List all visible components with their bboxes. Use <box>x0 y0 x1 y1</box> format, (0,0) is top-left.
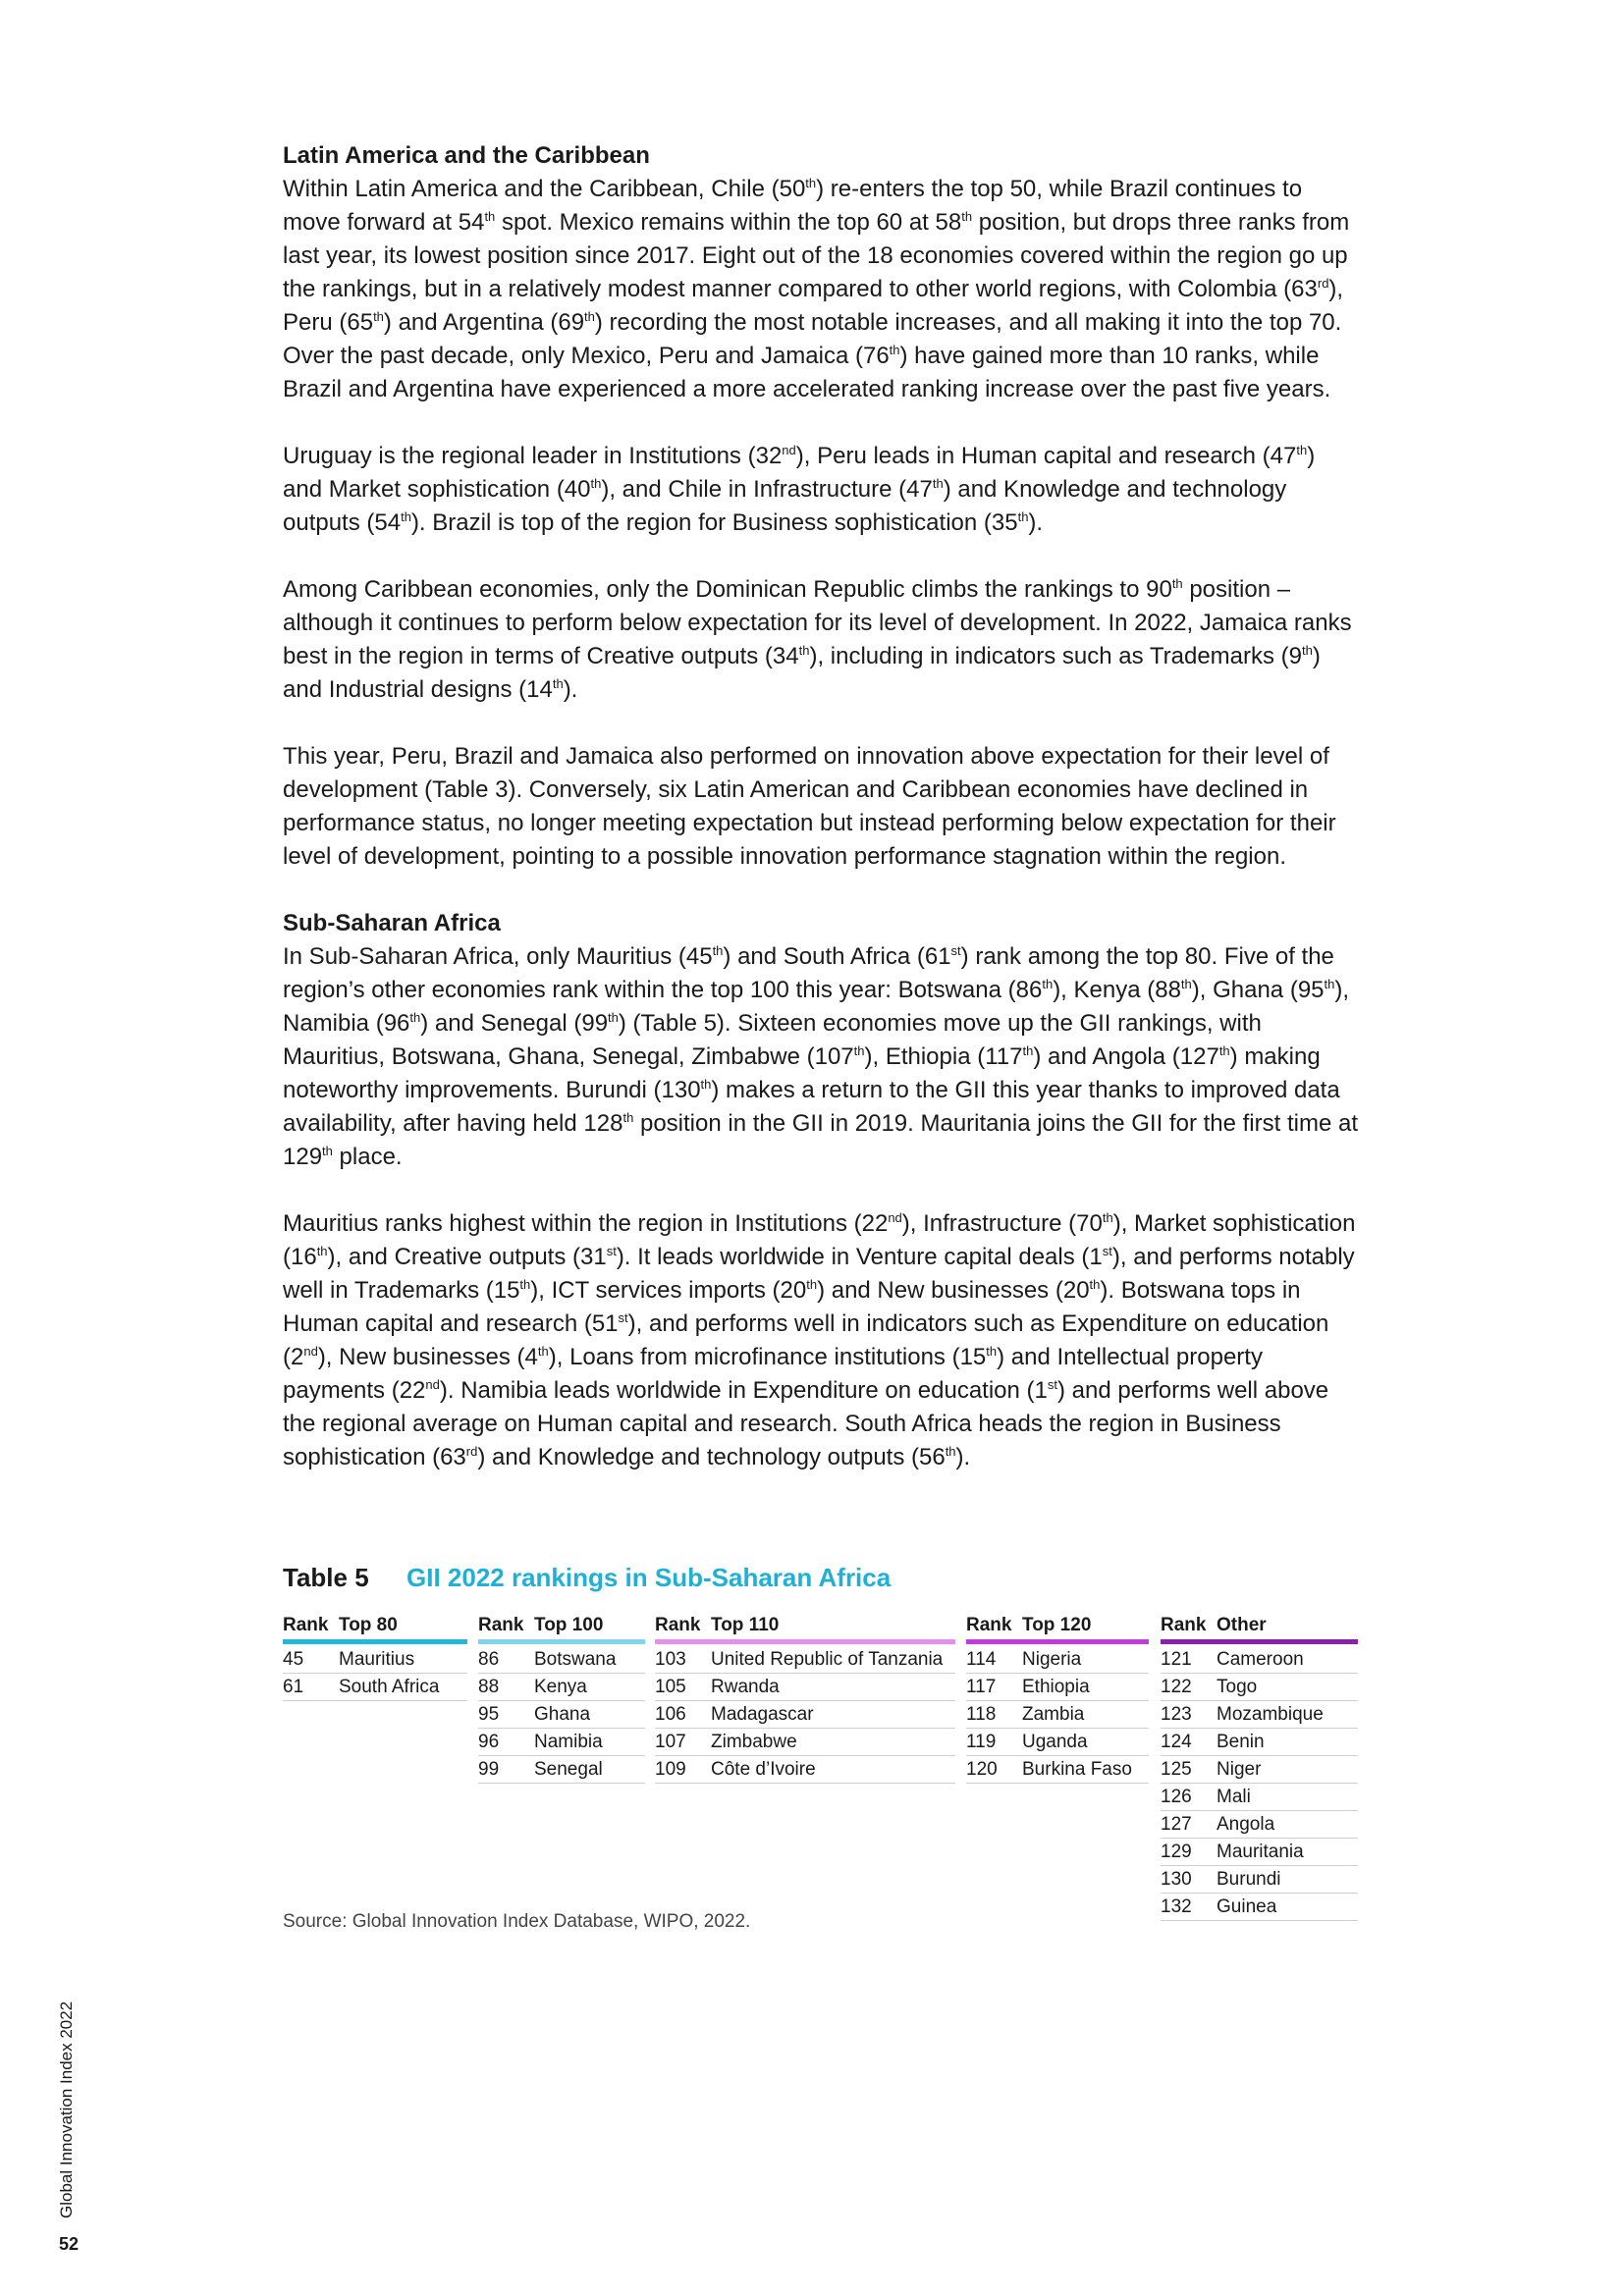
rank-value: 95 <box>478 1704 500 1725</box>
main-content <box>283 139 1359 1508</box>
table-column-header <box>478 1612 645 1639</box>
table-caption <box>283 1561 891 1594</box>
table-label: Table 5 <box>283 1563 369 1592</box>
country-name: Guinea <box>1217 1896 1277 1917</box>
table-row <box>1161 1839 1358 1866</box>
group-header: Top 80 <box>339 1615 398 1635</box>
table-row <box>655 1674 955 1701</box>
country-name: Mozambique <box>1217 1704 1324 1725</box>
latam-paragraph-3: Among Caribbean economies, only the Dominican Republic climbs the rankings to 90th position – although it continues to perform below expectation for its level of development. In 2022, Jamaica ranks best in the region in terms of Creative outputs (34th), including in indicators such as Trademarks (9th) and Industrial designs (14th). <box>283 576 1352 703</box>
table-row <box>283 1674 467 1701</box>
table-row <box>966 1729 1149 1756</box>
country-name: Mauritania <box>1217 1842 1304 1862</box>
country-name: Kenya <box>534 1677 587 1697</box>
table-row <box>1161 1756 1358 1784</box>
column-color-bar <box>1161 1639 1358 1644</box>
table-row <box>1161 1811 1358 1839</box>
table-row <box>283 1646 467 1674</box>
table-column-top-80 <box>283 1612 467 1701</box>
rank-value: 61 <box>283 1677 304 1697</box>
country-name: Madagascar <box>711 1704 814 1725</box>
country-name: Burkina Faso <box>1022 1759 1132 1780</box>
country-name: Angola <box>1217 1814 1275 1835</box>
rank-value: 117 <box>966 1677 997 1697</box>
table-row <box>1161 1701 1358 1729</box>
table-row <box>1161 1674 1358 1701</box>
table-row <box>478 1729 645 1756</box>
table-row <box>1161 1729 1358 1756</box>
table-row <box>478 1756 645 1784</box>
table-row <box>966 1756 1149 1784</box>
table-row <box>966 1674 1149 1701</box>
country-name: Senegal <box>534 1759 603 1780</box>
latam-paragraph-2: Uruguay is the regional leader in Institutions (32nd), Peru leads in Human capital and research (47th) and Market sophistication (40th), and Chile in Infrastructure (47th) and Knowledge and technology outputs (54th). Brazil is top of the region for Business sophistication (35th). <box>283 443 1316 536</box>
rank-value: 106 <box>655 1704 686 1725</box>
rank-value: 126 <box>1161 1787 1192 1807</box>
country-name: Cameroon <box>1217 1649 1304 1670</box>
table-column-header <box>966 1612 1149 1639</box>
country-name: Côte d’Ivoire <box>711 1759 816 1780</box>
table-row <box>655 1729 955 1756</box>
table-column-other <box>1161 1612 1358 1921</box>
rank-value: 130 <box>1161 1869 1192 1890</box>
country-name: Namibia <box>534 1732 603 1752</box>
table-row <box>655 1646 955 1674</box>
latam-heading: Latin America and the Caribbean <box>283 142 650 169</box>
ssa-heading: Sub-Saharan Africa <box>283 910 501 936</box>
table-row <box>1161 1894 1358 1921</box>
country-name: Ethiopia <box>1022 1677 1090 1697</box>
table-row <box>966 1701 1149 1729</box>
rank-header: Rank <box>478 1615 524 1635</box>
rank-value: 103 <box>655 1649 686 1670</box>
country-name: Ghana <box>534 1704 591 1725</box>
table-row <box>1161 1866 1358 1894</box>
rank-value: 118 <box>966 1704 997 1725</box>
rank-value: 127 <box>1161 1814 1192 1835</box>
rank-value: 120 <box>966 1759 998 1780</box>
table-row <box>1161 1646 1358 1674</box>
rank-value: 99 <box>478 1759 500 1780</box>
latam-paragraph-1: Within Latin America and the Caribbean, Chile (50th) re-enters the top 50, while Brazil continues to move forward at 54th spot. Mexico remains within the top 60 at 58th position, but drops three ranks from last year, its lowest position since 2017. Eight out of the 18 economies covered within the region go up the rankings, but in a relatively modest manner compared to other world regions, with Colombia (63rd), Peru (65th) and Argentina (69th) recording the most notable increases, and all making it into the top 70. Over the past decade, only Mexico, Peru and Jamaica (76th) have gained more than 10 ranks, while Brazil and Argentina have experienced a more accelerated ranking increase over the past five years. <box>283 176 1350 402</box>
country-name: Burundi <box>1217 1869 1281 1890</box>
rank-value: 88 <box>478 1677 500 1697</box>
country-name: Benin <box>1217 1732 1265 1752</box>
rank-value: 129 <box>1161 1842 1192 1862</box>
rank-value: 109 <box>655 1759 686 1780</box>
ssa-paragraph-2: Mauritius ranks highest within the region in Institutions (22nd), Infrastructure (70th), Market sophistication (16th), and Creative outputs (31st). It leads worldwide in Venture capital deals (1st), and performs notably well in Trademarks (15th), ICT services imports (20th) and New businesses (20th). Botswana tops in Human capital and research (51st), and performs well in indicators such as Expenditure on education (2nd), New businesses (4th), Loans from microfinance institutions (15th) and Intellectual property payments (22nd). Namibia leads worldwide in Expenditure on education (1st) and performs well above the regional average on Human capital and research. South Africa heads the region in Business sophistication (63rd) and Knowledge and technology outputs (56th). <box>283 1210 1356 1470</box>
rank-value: 105 <box>655 1677 686 1697</box>
table-row <box>655 1756 955 1784</box>
rank-header: Rank <box>966 1615 1012 1635</box>
rank-value: 96 <box>478 1732 500 1752</box>
country-name: Uganda <box>1022 1732 1088 1752</box>
rank-value: 132 <box>1161 1896 1192 1917</box>
country-name: Zambia <box>1022 1704 1085 1725</box>
group-header: Top 100 <box>534 1615 604 1635</box>
rank-header: Rank <box>1161 1615 1207 1635</box>
table-source: Source: Global Innovation Index Database, WIPO, 2022. <box>283 1911 751 1932</box>
rank-value: 121 <box>1161 1649 1192 1670</box>
rank-value: 124 <box>1161 1732 1192 1752</box>
latam-paragraph-4: This year, Peru, Brazil and Jamaica also performed on innovation above expectation for their level of development (Table 3). Conversely, six Latin American and Caribbean economies have declined in performance status, no longer meeting expectation but instead performing below expectation for their level of development, pointing to a possible innovation performance stagnation within the region. <box>283 743 1336 870</box>
country-name: Mali <box>1217 1787 1251 1807</box>
country-name: Botswana <box>534 1649 617 1670</box>
group-header: Other <box>1217 1615 1267 1635</box>
country-name: Mauritius <box>339 1649 415 1670</box>
country-name: Togo <box>1217 1677 1258 1697</box>
table-column-top-120 <box>966 1612 1149 1784</box>
table-row <box>478 1646 645 1674</box>
column-color-bar <box>283 1639 467 1644</box>
group-header: Top 110 <box>711 1615 780 1635</box>
country-name: Niger <box>1217 1759 1262 1780</box>
table-column-top-100 <box>478 1612 645 1784</box>
country-name: United Republic of Tanzania <box>711 1649 944 1670</box>
country-name: Rwanda <box>711 1677 780 1697</box>
rank-value: 123 <box>1161 1704 1192 1725</box>
country-name: Zimbabwe <box>711 1732 797 1752</box>
country-name: South Africa <box>339 1677 440 1697</box>
rank-value: 86 <box>478 1649 500 1670</box>
table-title: GII 2022 rankings in Sub-Saharan Africa <box>406 1563 892 1592</box>
page-number: 52 <box>59 2234 80 2254</box>
rank-value: 125 <box>1161 1759 1192 1780</box>
column-color-bar <box>966 1639 1149 1644</box>
table-row <box>478 1701 645 1729</box>
rank-header: Rank <box>283 1615 329 1635</box>
group-header: Top 120 <box>1022 1615 1092 1635</box>
country-name: Nigeria <box>1022 1649 1082 1670</box>
rank-value: 114 <box>966 1649 997 1670</box>
ssa-paragraph-1: In Sub-Saharan Africa, only Mauritius (45th) and South Africa (61st) rank among the top 80. Five of the region’s other economies rank within the top 100 this year: Botswana (86th), Kenya (88th), Ghana (95th), Namibia (96th) and Senegal (99th) (Table 5). Sixteen economies move up the GII rankings, with Mauritius, Botswana, Ghana, Senegal, Zimbabwe (107th), Ethiopia (117th) and Angola (127th) making noteworthy improvements. Burundi (130th) makes a return to the GII this year thanks to improved data availability, after having held 128th position in the GII in 2019. Mauritania joins the GII for the first time at 129th place. <box>283 943 1358 1170</box>
column-color-bar <box>478 1639 645 1644</box>
column-color-bar <box>655 1639 955 1644</box>
rank-value: 107 <box>655 1732 686 1752</box>
table-column-header <box>655 1612 955 1639</box>
table-row <box>478 1674 645 1701</box>
rank-header: Rank <box>655 1615 701 1635</box>
publication-side-label: Global Innovation Index 2022 <box>57 2001 76 2218</box>
table-column-header <box>283 1612 467 1639</box>
table-column-header <box>1161 1612 1358 1639</box>
rank-value: 119 <box>966 1732 997 1752</box>
table-column-top-110 <box>655 1612 955 1784</box>
table-row <box>1161 1784 1358 1811</box>
rank-value: 122 <box>1161 1677 1192 1697</box>
table-row <box>655 1701 955 1729</box>
table-row <box>966 1646 1149 1674</box>
rank-value: 45 <box>283 1649 304 1670</box>
